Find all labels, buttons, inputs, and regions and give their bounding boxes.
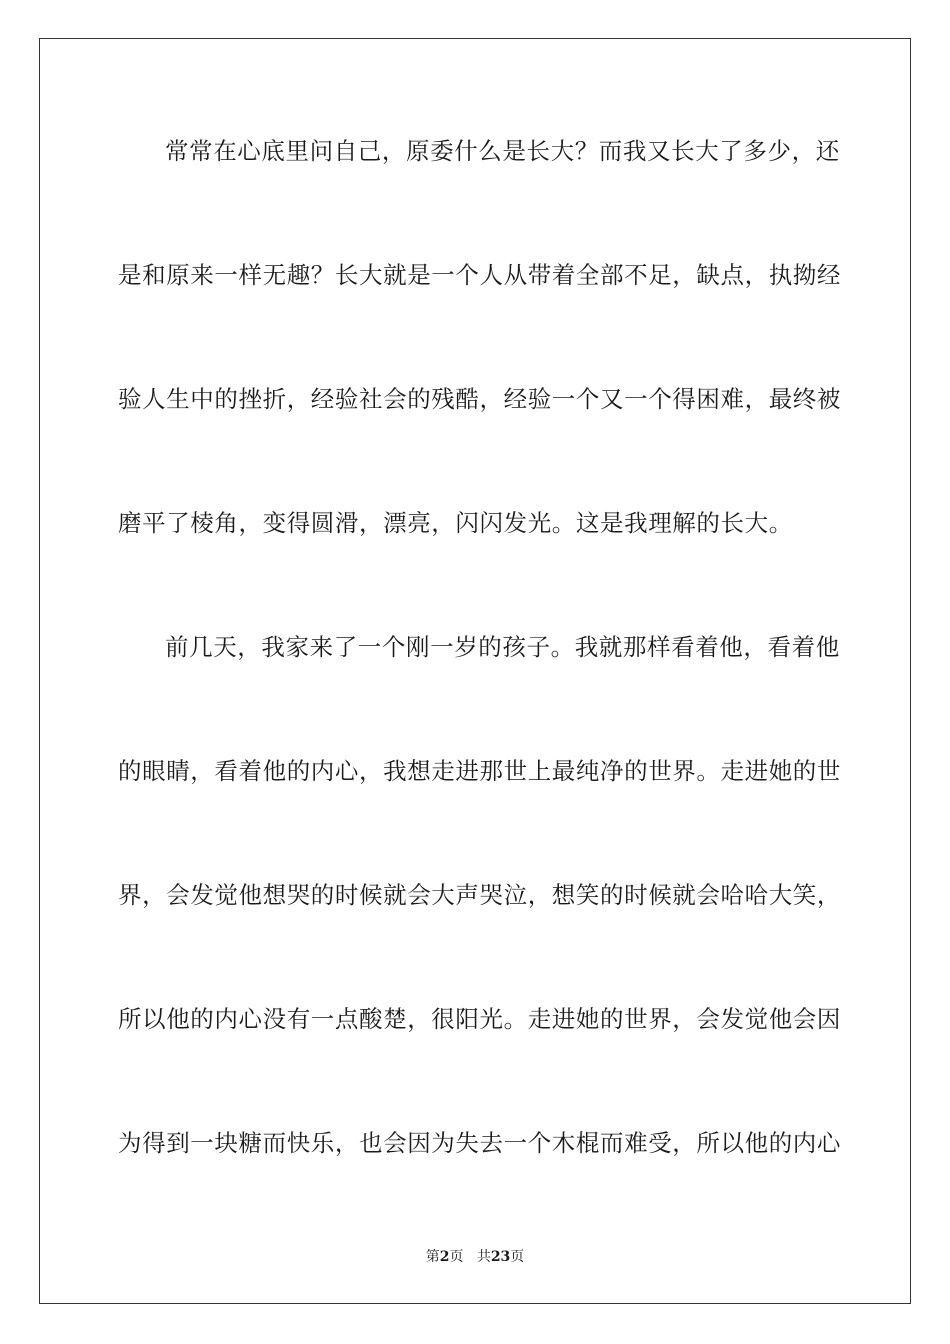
page-footer [0, 1248, 950, 1266]
page-prefix: 第 [425, 1249, 440, 1265]
total-pages: 23 [490, 1249, 511, 1265]
total-prefix: 共 [476, 1249, 491, 1265]
paragraph-2-line-2: 的眼睛，看着他的内心，我想走进那世上最纯净的世界。走进她的世 [118, 757, 841, 785]
paragraph-1-line-2: 是和原来一样无趣？长大就是一个人从带着全部不足，缺点，执拗经 [118, 261, 841, 289]
paragraph-2-line-3: 界，会发觉他想哭的时候就会大声哭泣，想笑的时候就会哈哈大笑， [118, 881, 841, 909]
paragraph-2-line-1: 前几天，我家来了一个刚一岁的孩子。我就那样看着他，看着他 [165, 633, 840, 661]
paragraph-1-line-1: 常常在心底里问自己，原委什么是长大？而我又长大了多少，还 [165, 137, 840, 165]
paragraph-2-line-5: 为得到一块糖而快乐，也会因为失去一个木棍而难受，所以他的内心 [118, 1129, 841, 1157]
paragraph-2-line-4: 所以他的内心没有一点酸楚，很阳光。走进她的世界，会发觉他会因 [118, 1005, 841, 1033]
total-suffix: 页 [510, 1249, 525, 1265]
page-number: 2 [439, 1249, 450, 1265]
paragraph-1-line-4: 磨平了棱角，变得圆滑，漂亮，闪闪发光。这是我理解的长大。 [118, 509, 793, 537]
page-suffix: 页 [449, 1249, 464, 1265]
page-border [39, 38, 911, 1304]
paragraph-1-line-3: 验人生中的挫折，经验社会的残酷，经验一个又一个得困难，最终被 [118, 385, 841, 413]
